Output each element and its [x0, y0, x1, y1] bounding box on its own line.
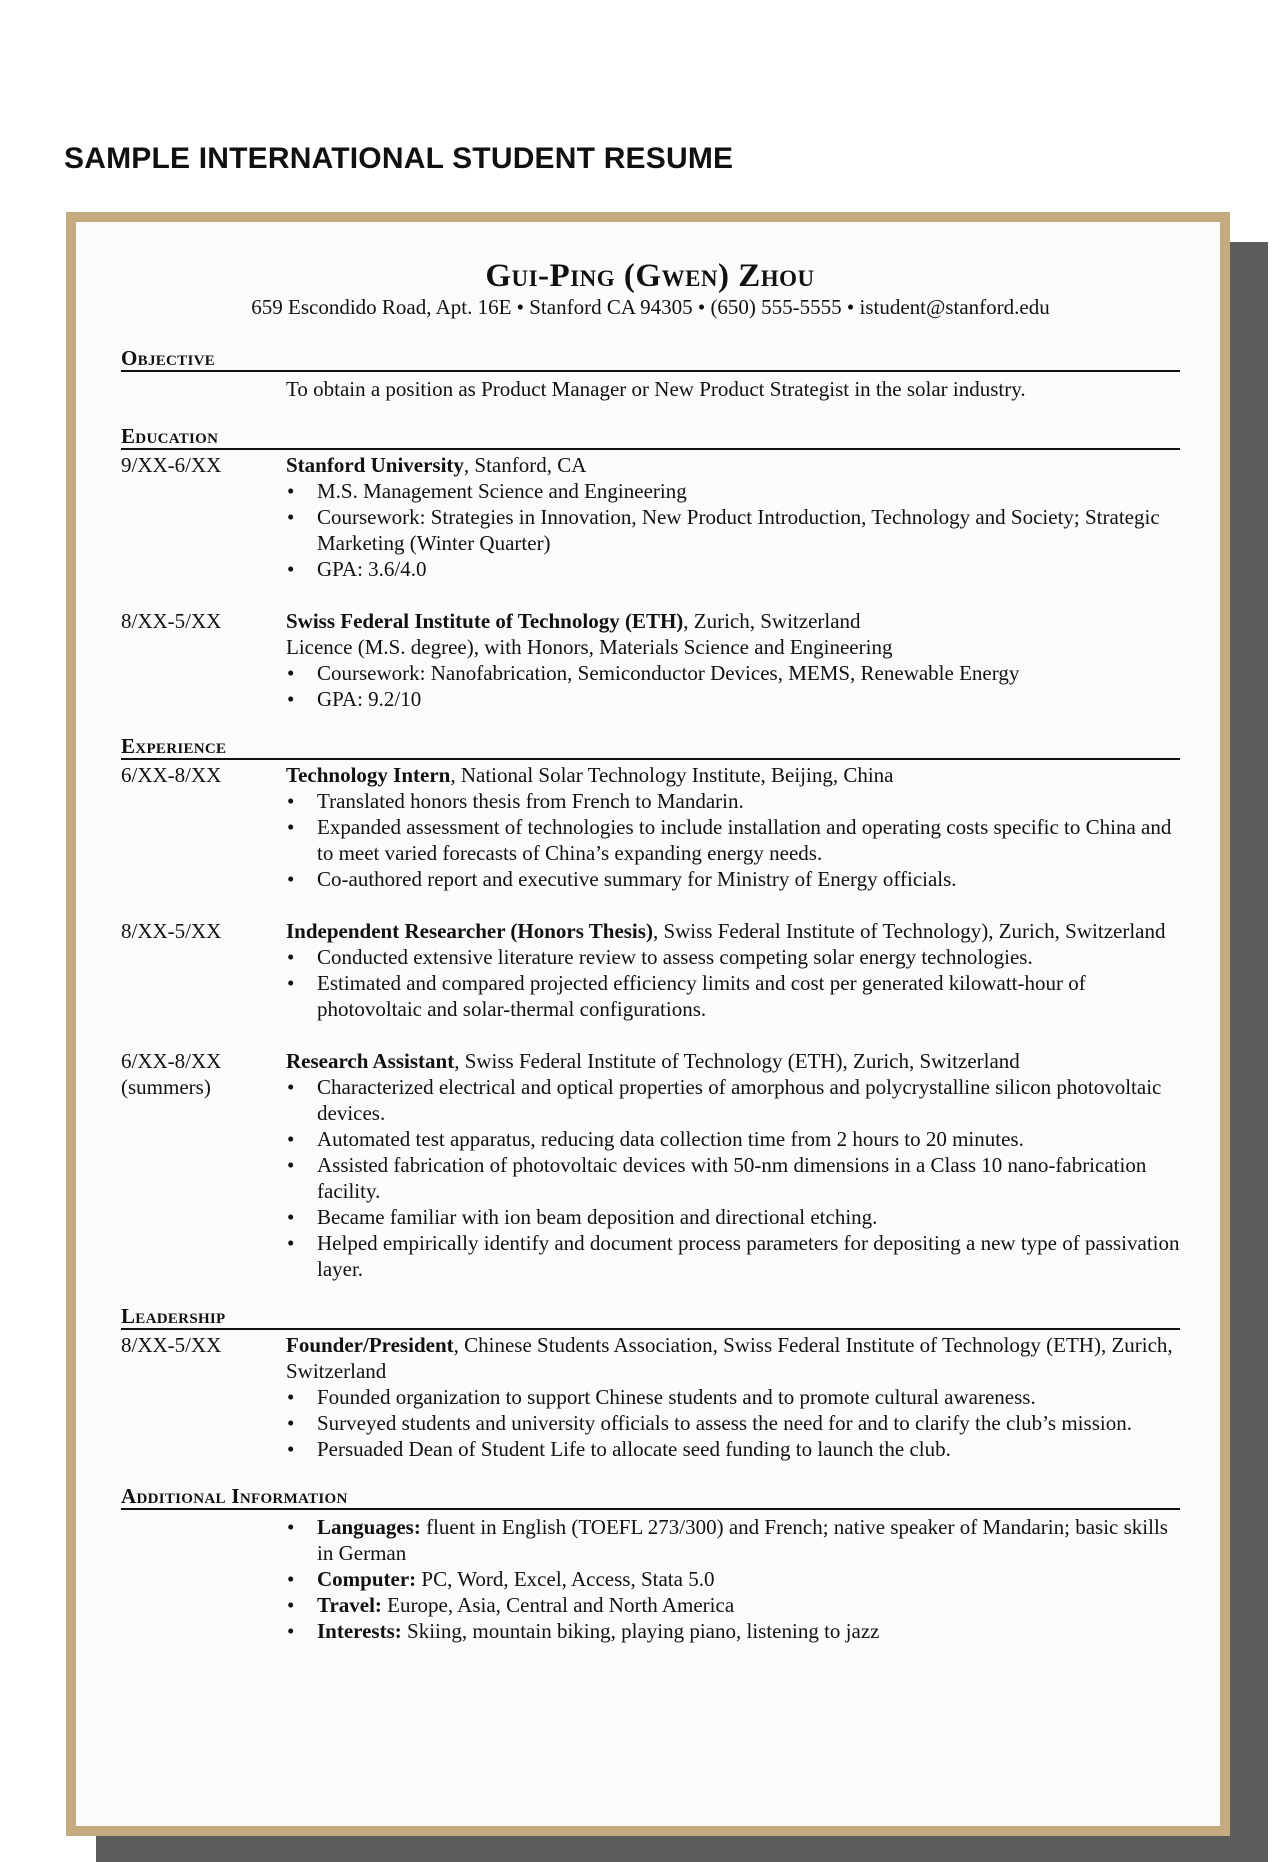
list-item: • Conducted extensive literature review to assess competing solar energy technologies. — [286, 944, 1180, 970]
list-item: • Expanded assessment of technologies to include installation and operating costs specific to China and to meet varied forecasts of China’s expanding energy needs. — [286, 814, 1180, 866]
section-title-additional: Additional Information — [121, 1484, 1180, 1510]
entry-date: 6/XX-8/XX (summers) — [121, 1048, 286, 1282]
additional-section — [121, 1484, 1180, 1644]
list-item: • Co-authored report and executive summary for Ministry of Energy officials. — [286, 866, 1180, 892]
bullet-list — [121, 1514, 1180, 1644]
list-item: • Founded organization to support Chinese students and to promote cultural awareness. — [286, 1384, 1180, 1410]
entry-heading: Stanford University, Stanford, CA — [286, 453, 587, 477]
list-item: • Translated honors thesis from French to Mandarin. — [286, 788, 1180, 814]
education-entry — [121, 608, 1180, 712]
experience-section — [121, 734, 1180, 1282]
bullet-list — [286, 1074, 1180, 1282]
list-item: • Helped empirically identify and document process parameters for depositing a new type of passivation layer. — [286, 1230, 1180, 1282]
bullet-list — [286, 478, 1180, 582]
list-item: • Automated test apparatus, reducing data collection time from 2 hours to 20 minutes. — [286, 1126, 1180, 1152]
section-title-leadership: Leadership — [121, 1304, 1180, 1330]
objective-text: To obtain a position as Product Manager or New Product Strategist in the solar industry. — [286, 377, 1026, 401]
bullet-list — [286, 944, 1180, 1022]
bullet-list — [286, 788, 1180, 892]
list-item: • Assisted fabrication of photovoltaic devices with 50-nm dimensions in a Class 10 nano-fabrication facility. — [286, 1152, 1180, 1204]
entry-date: 9/XX-6/XX — [121, 453, 222, 477]
bullet-list — [286, 1384, 1180, 1462]
list-item: • Travel: Europe, Asia, Central and North America — [286, 1592, 1180, 1618]
list-item: • Became familiar with ion beam deposition and directional etching. — [286, 1204, 1180, 1230]
entry-heading: Founder/President, Chinese Students Association, Swiss Federal Institute of Technology (ETH), Zurich, Switzerland — [286, 1333, 1173, 1383]
list-item: • Characterized electrical and optical properties of amorphous and polycrystalline silicon photovoltaic devices. — [286, 1074, 1180, 1126]
list-item: • Coursework: Nanofabrication, Semiconductor Devices, MEMS, Renewable Energy — [286, 660, 1180, 686]
entry-date: 8/XX-5/XX — [121, 609, 222, 633]
entry-subline: Licence (M.S. degree), with Honors, Materials Science and Engineering — [286, 635, 893, 659]
list-item: • Computer: PC, Word, Excel, Access, Stata 5.0 — [286, 1566, 1180, 1592]
resume-content — [121, 256, 1180, 1644]
entry-heading: Independent Researcher (Honors Thesis), Swiss Federal Institute of Technology), Zurich, Switzerland — [286, 919, 1166, 943]
entry-heading: Research Assistant, Swiss Federal Institute of Technology (ETH), Zurich, Switzerland — [286, 1049, 1020, 1073]
entry-date: 6/XX-8/XX — [121, 763, 222, 787]
objective-section — [121, 346, 1180, 402]
list-item: • M.S. Management Science and Engineering — [286, 478, 1180, 504]
list-item: • Coursework: Strategies in Innovation, New Product Introduction, Technology and Society; Strategic Marketing (Winter Quarter) — [286, 504, 1180, 556]
list-item: • Surveyed students and university officials to assess the need for and to clarify the club’s mission. — [286, 1410, 1180, 1436]
leadership-entry — [121, 1332, 1180, 1462]
entry-date: 8/XX-5/XX — [121, 1333, 222, 1357]
experience-entry — [121, 762, 1180, 892]
entry-date: 8/XX-5/XX — [121, 919, 222, 943]
page-heading: SAMPLE INTERNATIONAL STUDENT RESUME — [64, 142, 734, 175]
leadership-section — [121, 1304, 1180, 1462]
list-item: • Languages: fluent in English (TOEFL 273/300) and French; native speaker of Mandarin; basic skills in German — [286, 1514, 1180, 1566]
candidate-name: Gui-Ping (Gwen) Zhou — [485, 258, 815, 294]
section-title-education: Education — [121, 424, 1180, 450]
experience-entry — [121, 1048, 1180, 1282]
section-title-objective: Objective — [121, 346, 1180, 372]
list-item: • Interests: Skiing, mountain biking, playing piano, listening to jazz — [286, 1618, 1180, 1644]
experience-entry — [121, 918, 1180, 1022]
contact-line: 659 Escondido Road, Apt. 16E • Stanford CA 94305 • (650) 555-5555 • istudent@stanford.edu — [251, 295, 1050, 319]
entry-date-note: (summers) — [121, 1075, 211, 1099]
list-item: • GPA: 9.2/10 — [286, 686, 1180, 712]
entry-heading: Swiss Federal Institute of Technology (ETH), Zurich, Switzerland — [286, 609, 861, 633]
list-item: • GPA: 3.6/4.0 — [286, 556, 1180, 582]
entry-heading: Technology Intern, National Solar Technology Institute, Beijing, China — [286, 763, 894, 787]
section-title-experience: Experience — [121, 734, 1180, 760]
list-item: • Estimated and compared projected efficiency limits and cost per generated kilowatt-hour of photovoltaic and solar-thermal configurations. — [286, 970, 1180, 1022]
list-item: • Persuaded Dean of Student Life to allocate seed funding to launch the club. — [286, 1436, 1180, 1462]
education-section — [121, 424, 1180, 712]
education-entry — [121, 452, 1180, 582]
bullet-list — [286, 660, 1180, 712]
